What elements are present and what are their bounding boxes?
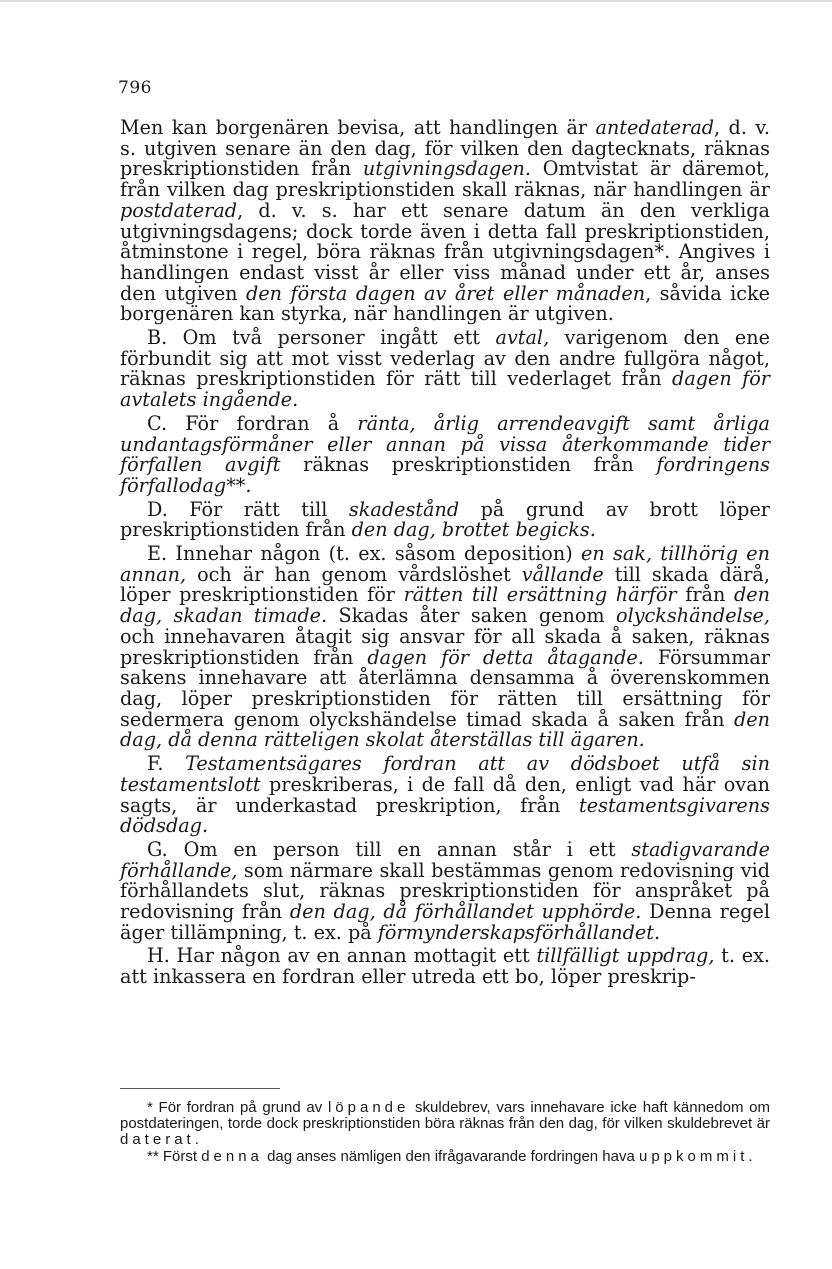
text-run: t. ex. att inkassera en fordran eller utreda ett bo, löper preskrip-: [120, 944, 770, 989]
page-number: 796: [118, 78, 152, 98]
page-top-rule: [0, 0, 832, 2]
paragraph-c: [120, 411, 770, 497]
text-run: och innehavaren åtagit sig ansvar för all skada å saken, räknas preskriptionstiden från: [120, 624, 770, 669]
paragraph-b: [120, 328, 770, 411]
text-run: G. Om en person till en annan står i ett: [147, 837, 632, 861]
text-run: till skada därå, löper preskriptionstiden för: [120, 562, 770, 607]
footnote-divider: [120, 1088, 280, 1089]
paragraph-d: [120, 497, 770, 542]
text-run: , såvida icke borgenären kan styrka, när handlingen är utgiven.: [120, 281, 770, 326]
emphasis-text: avtal,: [495, 326, 550, 350]
emphasis-text: den första dagen av året eller månaden: [246, 281, 646, 305]
text-run: Denna regel äger tillämpning, t. ex. på: [120, 900, 770, 944]
text-run: C. För fordran å: [147, 411, 358, 435]
body-text: [120, 118, 770, 988]
emphasis-text: fordringens förfallodag**.: [120, 453, 770, 497]
paragraph-a: [120, 118, 770, 325]
text-run: preskriberas, i de fall då den, enligt vad här ovan sagts, är underkastad preskription, från: [120, 772, 770, 817]
emphasis-text: ränta, årlig arrendeavgift samt årliga undantagsförmåner eller annan på vissa återkommande tider förfallen avgift: [120, 411, 770, 477]
paragraph-f: [120, 754, 770, 837]
emphasis-text: vållande: [521, 562, 604, 586]
emphasis-text: den dag, då förhållandet upphörde.: [289, 900, 642, 924]
text-run: från: [676, 583, 734, 607]
text-run: ** Först: [147, 1147, 202, 1165]
text-run: H. Har någon av en annan mottagit ett: [147, 944, 537, 968]
emphasis-text: rätten till ersättning härför: [403, 583, 677, 607]
emphasis-text: stadigvarande förhållande,: [120, 837, 770, 882]
text-run: räknas preskriptionstiden från: [280, 453, 657, 477]
text-run: F.: [147, 752, 186, 776]
text-run: Omtvistat är däremot, från vilken dag preskriptionstiden skall räknas, när handlingen är: [120, 157, 770, 202]
text-run: D. För rätt till: [147, 497, 349, 521]
emphasis-text: skadestånd: [348, 497, 460, 521]
emphasis-text: den dag, då denna rätteligen skolat återställas till ägaren.: [120, 707, 770, 752]
text-run: Försummar sakens innehavare att återlämna densamma å överenskommen dag, löper preskriptionstiden för rätten till ersättning för sedermera genom olyckshändelse timad skada å saken från: [120, 645, 771, 731]
emphasis-text: olyckshändelse,: [616, 604, 770, 628]
text-run: Skadas åter saken genom: [327, 604, 617, 628]
spaced-emphasis-text: löpande: [327, 1099, 410, 1116]
paragraph-e: [120, 544, 770, 751]
emphasis-text: dagen för detta åtagande.: [367, 645, 644, 669]
text-run: , d. v. s. utgiven senare än den dag, för vilken den dagtecknats, räknas preskriptionstiden från: [120, 116, 771, 181]
text-run: dag anses nämligen den ifrågavarande fordringen hava: [262, 1147, 639, 1165]
emphasis-text: testamentsgivarens dödsdag.: [120, 793, 770, 838]
emphasis-text: en sak, tillhörig en annan,: [120, 542, 770, 586]
text-run: Men kan borgenären bevisa, att handlingen är: [120, 116, 596, 139]
text-run: B. Om två personer ingått ett: [147, 326, 496, 350]
emphasis-text: den dag, brottet begicks.: [351, 518, 596, 542]
paragraph-g: [120, 837, 770, 944]
emphasis-text: den dag, skadan timade.: [120, 583, 770, 628]
spaced-emphasis-text: denna: [201, 1147, 263, 1165]
emphasis-text: tillfälligt uppdrag,: [536, 944, 715, 968]
emphasis-text: antedaterad: [595, 116, 715, 139]
footnotes: [120, 1100, 770, 1165]
text-run: * För fordran på grund av: [147, 1099, 328, 1116]
emphasis-text: Testamentsägares fordran att av dödsboet utfå sin testamentslott: [120, 752, 770, 796]
emphasis-text: förmynderskapsförhållandet.: [377, 920, 661, 944]
text-run: E. Innehar någon (t. ex. såsom deposition): [147, 542, 582, 566]
footnote-1: [120, 1100, 770, 1149]
emphasis-text: utgivningsdagen.: [362, 157, 532, 181]
text-run: varigenom den ene förbundit sig att mot visst vederlag av den andre fullgöra något, räknas preskriptionstiden för rätt till vederlaget från: [120, 326, 770, 391]
paragraph-h: [120, 946, 770, 987]
emphasis-text: postdaterad: [120, 198, 238, 222]
emphasis-text: dagen för avtalets ingående.: [120, 367, 770, 412]
spaced-emphasis-text: daterat.: [120, 1131, 203, 1149]
text-run: på grund av brott löper preskriptionstiden från: [120, 497, 770, 542]
text-run: som närmare skall bestämmas genom redovisning vid förhållandets slut, räknas preskriptionstiden för anspråket på redovisning från: [120, 858, 770, 924]
spaced-emphasis-text: uppkommit.: [639, 1147, 757, 1165]
text-run: , d. v. s. har ett senare datum än den verkliga utgivningsdagens; dock torde även i detta fall preskriptionstiden, åtminstone i regel, böra räknas från utgivningsdagen*. Angives i handlingen endast visst år eller viss månad under ett år, anses den utgiven: [120, 198, 770, 305]
footnote-2: [120, 1149, 770, 1165]
text-run: skuldebrev, vars innehavare icke haft kännedom om postdateringen, torde dock preskriptionstiden böra räknas från den dag, för vilken skuldebrevet är: [120, 1099, 770, 1133]
text-run: och är han genom vårdslöshet: [186, 562, 522, 586]
